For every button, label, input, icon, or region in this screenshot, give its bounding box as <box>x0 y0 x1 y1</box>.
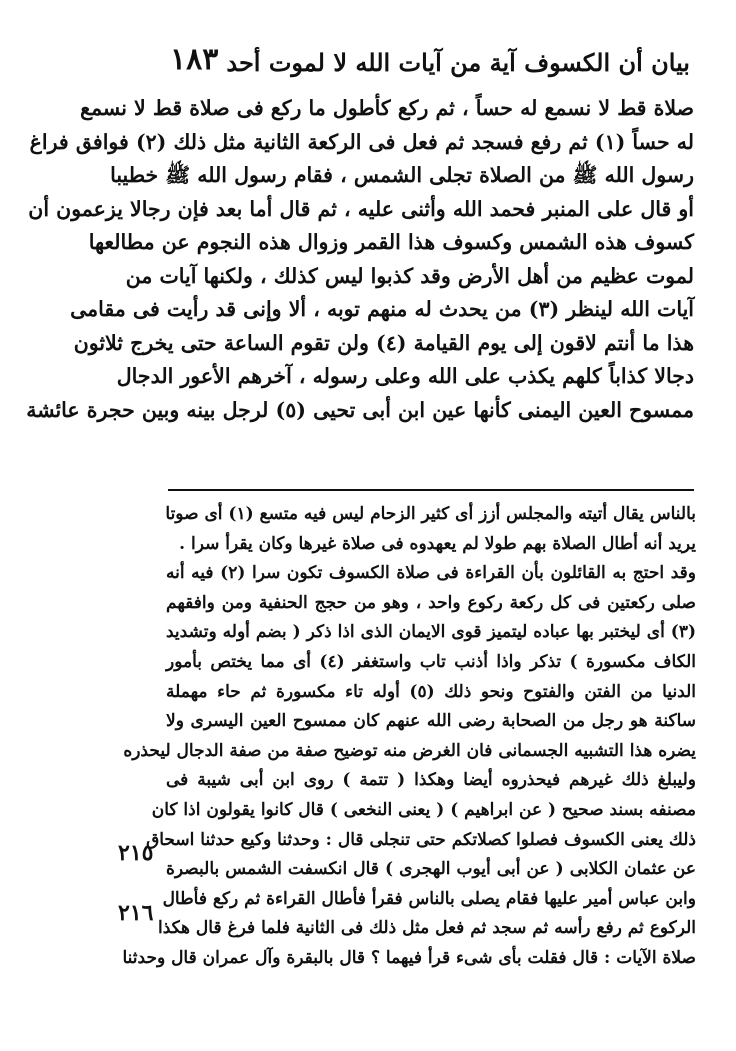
margin-hadith-number: ٢١٥ <box>118 840 154 866</box>
main-text-line: له حساً (١) ثم رفع فسجد ثم فعل فى الركعة الثانية مثل ذلك (٢) فوافق فراغ <box>29 129 694 154</box>
footnote-line: ساكنة هو رجل من الصحابة رضى الله عنهم كان ممسوح العين اليسرى ولا <box>166 711 696 732</box>
main-text-line: ممسوح العين اليمنى كأنها عين ابن أبى تحيى (٥) لرجل بينه وبين حجرة عائشة <box>26 397 694 422</box>
footnote-line: الدنيا من الفتن والفتوح ونحو ذلك (٥) أوله تاء مكسورة ثم حاء مهملة <box>166 681 696 702</box>
footnote-line: بالناس يقال أتيته والمجلس أزز أى كثير الزحام ليس فيه متسع (١) أى صوتا <box>165 504 696 524</box>
page-number: ١٨٣ <box>170 42 219 77</box>
main-text-line: صلاة قط لا نسمع له حساً ، ثم ركع كأطول ما ركع فى صلاة قط لا نسمع <box>80 96 694 120</box>
footnote-line: وابن عباس أمير عليها فقام يصلى بالناس فقرأ فأطال القراءة ثم ركع فأطال <box>162 888 696 909</box>
footnote-line: الركوع ثم رفع رأسه ثم سجد ثم فعل مثل ذلك فى الثانية فلما فرغ قال هكذا <box>158 918 696 939</box>
footnote-line: الكاف مكسورة ) تذكر واذا أذنب تاب واستغفر (٤) أى مما يختص بأمور <box>166 651 696 672</box>
page-header <box>170 42 690 82</box>
footnote-divider <box>168 489 694 491</box>
footnote-line: ذلك يعنى الكسوف فصلوا كصلاتكم حتى تنجلى قال : وحدثنا وكيع حدثنا اسحاق <box>146 829 696 850</box>
main-text-line: رسول الله ﷺ من الصلاة تجلى الشمس ، فقام رسول الله ﷺ خطيبا <box>110 163 694 187</box>
footnote-line: وقد احتج به القائلون بأن القراءة فى صلاة الكسوف تكون سرا (٢) فيه أنه <box>166 563 696 584</box>
footnote-line: (٣) أى ليختبر بها عباده ليتميز قوى الايمان الذى اذا ذكر ( بضم أوله وتشديد <box>166 622 696 643</box>
footnote-line: صلاة الآيات : قال فقلت بأى شىء قرأ فيهما ؟ قال بالبقرة وآل عمران قال وحدثنا <box>122 947 696 968</box>
margin-hadith-number: ٢١٦ <box>118 900 154 926</box>
footnote-line: مصنفه بسند صحيح ( عن ابراهيم ) ( يعنى النخعى ) قال كانوا يقولون اذا كان <box>151 799 696 820</box>
footnote-line: عن عثمان الكلابى ( عن أبى أيوب الهجرى ) قال انكسفت الشمس بالبصرة <box>166 859 696 880</box>
main-text-line: لموت عظيم من أهل الأرض وقد كذبوا ليس كذلك ، ولكنها آيات من <box>125 263 694 288</box>
running-title: بيان أن الكسوف آية من آيات الله لا لموت أحد <box>226 48 690 77</box>
main-text <box>26 92 694 427</box>
main-text-line: هذا ما أنتم لاقون إلى يوم القيامة (٤) ولن تقوم الساعة حتى يخرج ثلاثون <box>73 330 694 355</box>
main-text-line: كسوف هذه الشمس وكسوف هذا القمر وزوال هذه النجوم عن مطالعها <box>88 230 694 254</box>
footnote-line: يضره هذا التشبيه الجسمانى فان الغرض منه توضيح صفة من صفة الدجال ليحذره <box>123 740 696 761</box>
main-text-line: دجالا كذاباً كلهم يكذب على الله وعلى رسوله ، آخرهم الأعور الدجال <box>116 364 694 388</box>
main-text-line: آيات الله لينظر (٣) من يحدث له منهم توبه ، ألا وإنى قد رأيت فى مقامى <box>70 297 694 321</box>
footnote-line: يريد أنه أطال الصلاة بهم طولا لم يعهدوه فى صلاة غيرها وكان يقرأ سرا . <box>179 533 696 554</box>
footnote-line: صلى ركعتين فى كل ركعة ركوع واحد ، وهو من حجج الحنفية ومن وافقهم <box>166 592 696 613</box>
main-text-line: أو قال على المنبر فحمد الله وأثنى عليه ، ثم قال أما بعد فإن رجالا يزعمون أن <box>28 196 694 221</box>
footnote-line: وليبلغ ذلك غيرهم فيحذروه أيضا وهكذا ( تتمة ) روى ابن أبى شيبة فى <box>166 770 696 791</box>
